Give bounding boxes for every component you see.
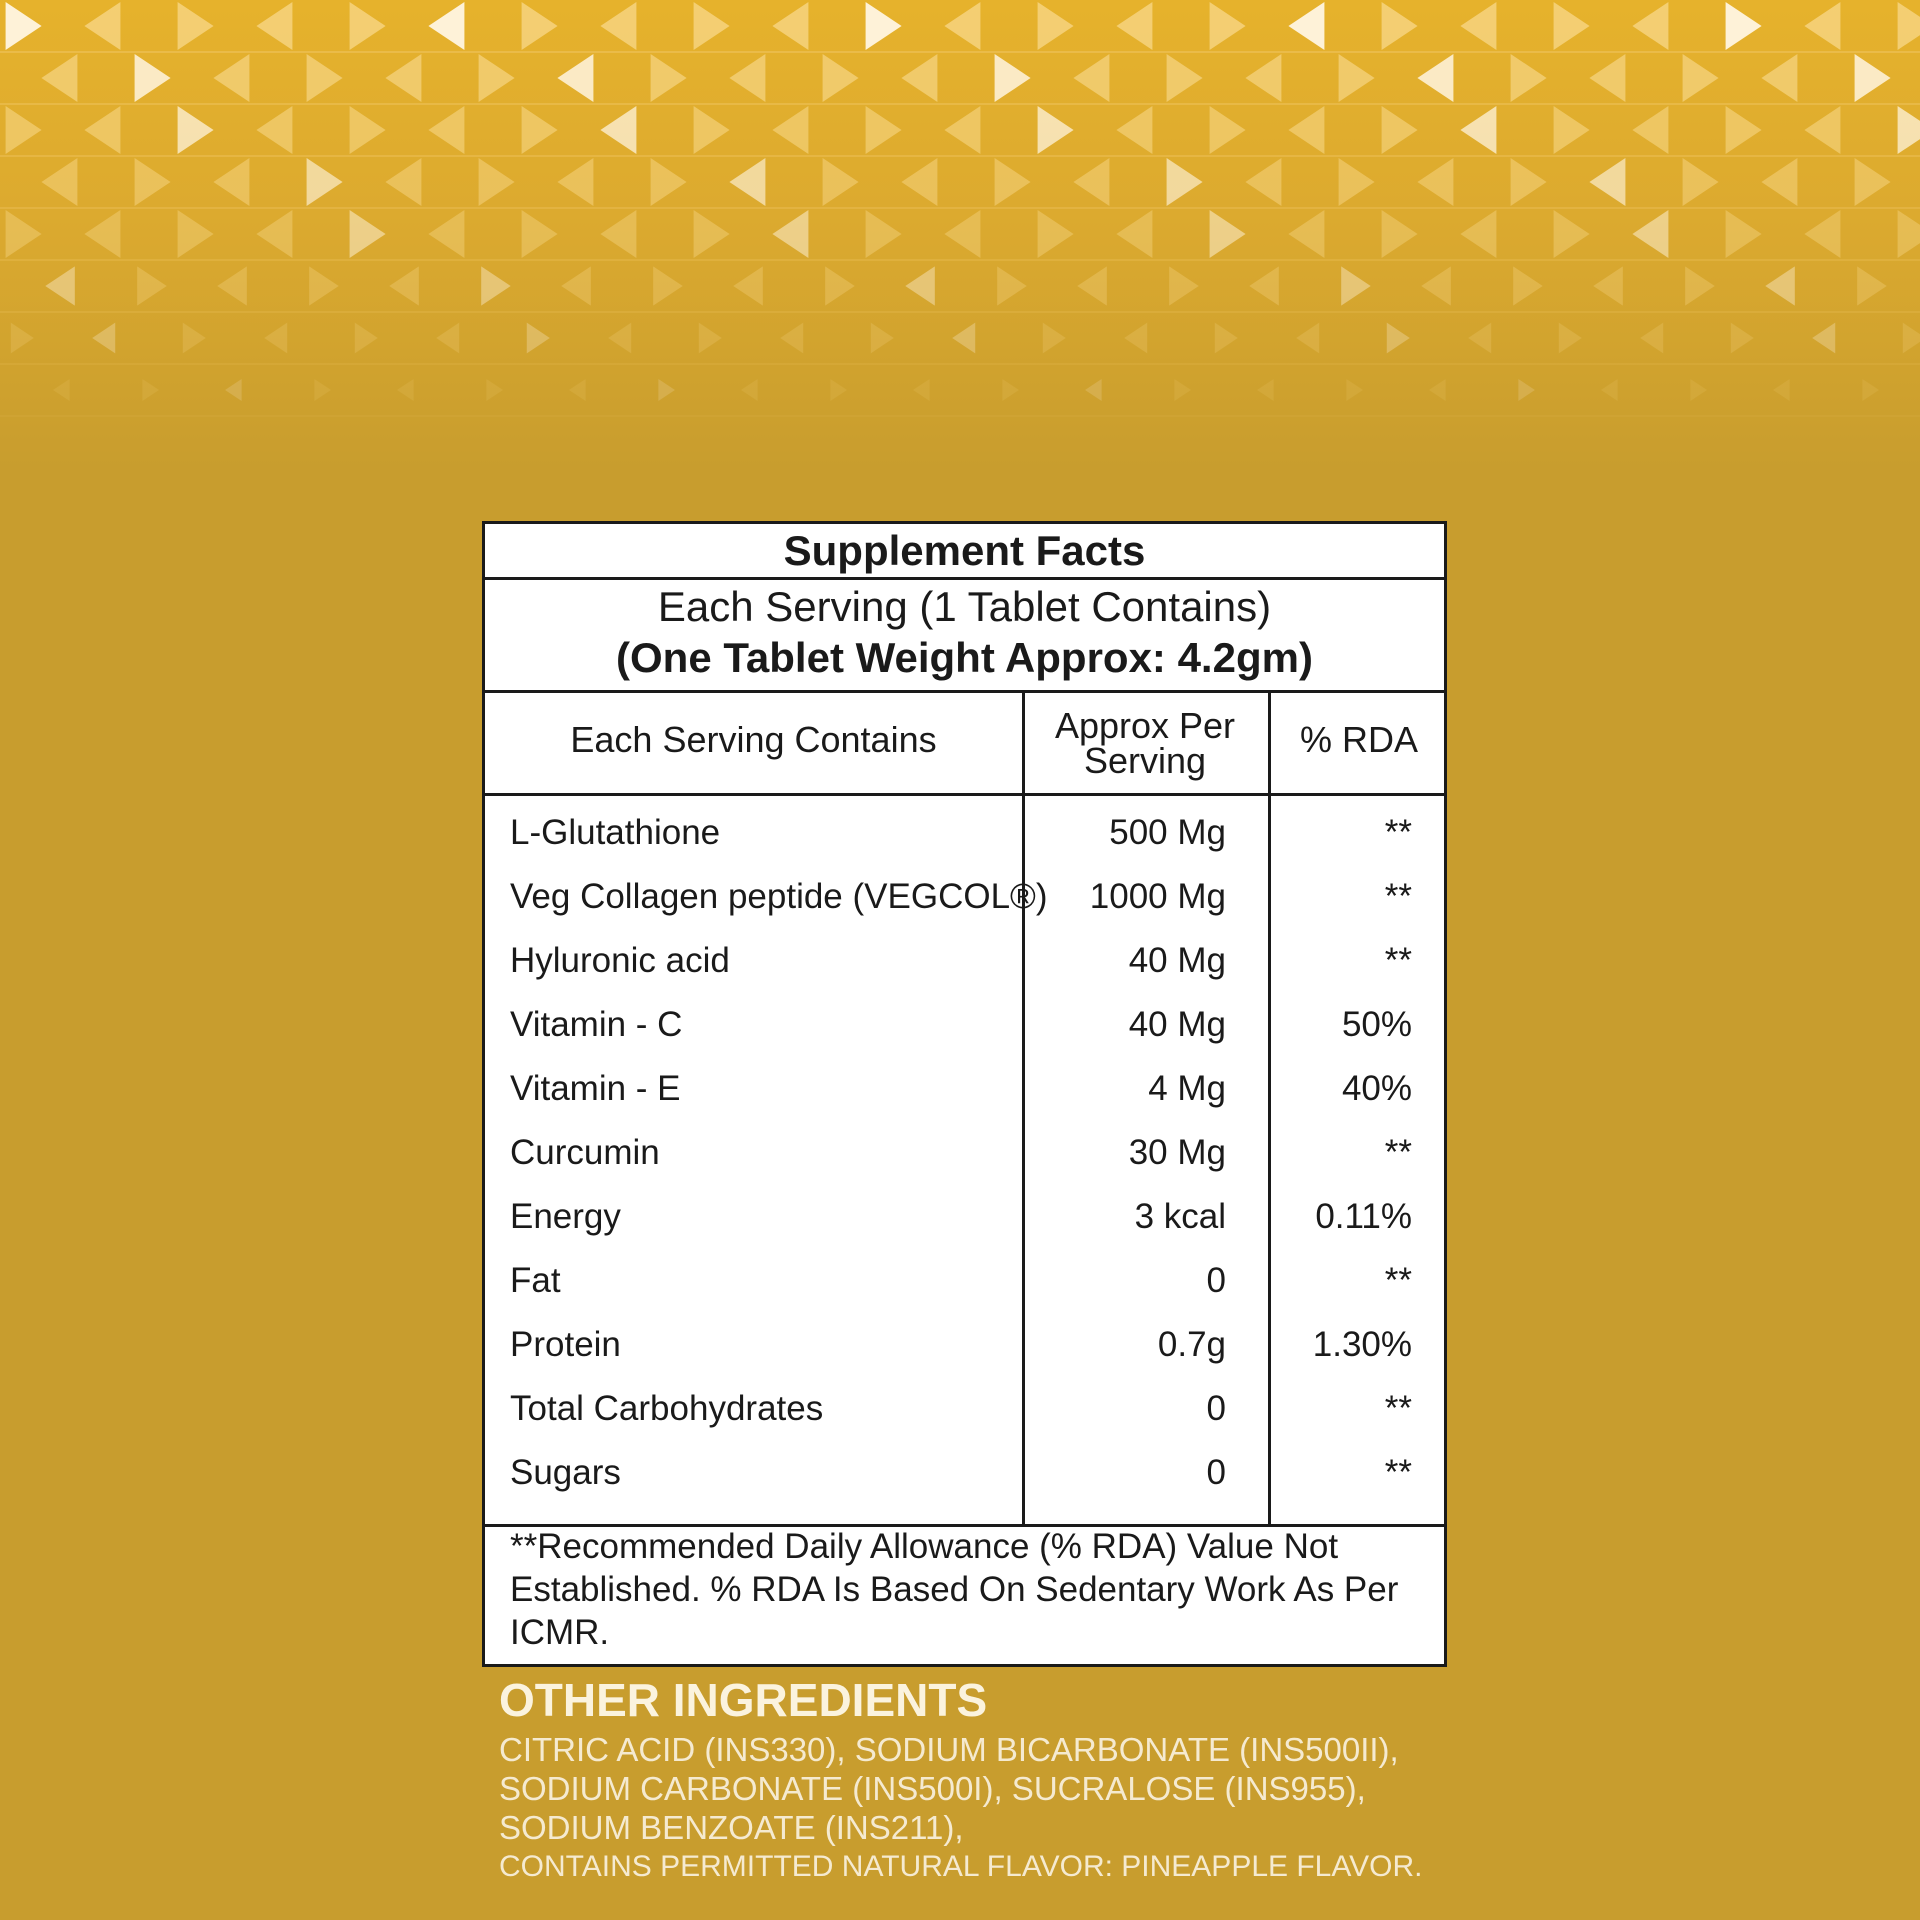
pattern-triangle: [1174, 379, 1191, 401]
pattern-triangle: [6, 2, 42, 50]
pattern-triangle: [1341, 266, 1371, 305]
pattern-triangle: [1812, 323, 1835, 354]
pattern-triangle: [1683, 158, 1719, 206]
ingredient-amount: 1000 Mg: [1089, 877, 1226, 916]
ingredient-rda: **: [1384, 813, 1412, 852]
pattern-triangle: [944, 210, 980, 258]
ingredient-rda: **: [1384, 1453, 1412, 1492]
pattern-triangle: [1245, 158, 1281, 206]
pattern-triangle: [600, 106, 636, 154]
ingredient-rda: 0.11%: [1315, 1197, 1412, 1236]
pattern-triangle: [729, 54, 765, 102]
pattern-triangle: [264, 323, 287, 354]
table-row: [485, 1121, 1444, 1185]
pattern-triangle: [1855, 54, 1891, 102]
pattern-triangle: [1731, 323, 1754, 354]
pattern-triangle: [137, 266, 167, 305]
pattern-triangle: [135, 54, 171, 102]
table-row: [485, 801, 1444, 865]
pattern-triangle: [1589, 158, 1625, 206]
pattern-triangle: [1288, 210, 1324, 258]
pattern-triangle: [84, 210, 120, 258]
pattern-triangle: [1382, 106, 1418, 154]
pattern-triangle: [1468, 323, 1491, 354]
table-row: [485, 993, 1444, 1057]
pattern-triangle: [1632, 210, 1668, 258]
ingredient-rda: 50%: [1341, 1005, 1412, 1044]
pattern-triangle: [913, 379, 930, 401]
pattern-triangle: [385, 158, 421, 206]
pattern-triangle: [561, 266, 591, 305]
ingredient-amount: 0: [1206, 1453, 1226, 1492]
pattern-triangle: [11, 323, 34, 354]
pattern-triangle: [1726, 210, 1762, 258]
pattern-triangle: [1038, 2, 1074, 50]
ingredient-name: Curcumin: [510, 1133, 660, 1172]
pattern-triangle: [1685, 266, 1715, 305]
pattern-triangle: [1726, 2, 1762, 50]
pattern-triangle: [1518, 379, 1535, 401]
pattern-triangle: [1417, 158, 1453, 206]
pattern-triangle: [1862, 379, 1879, 401]
pattern-triangle: [1387, 323, 1410, 354]
pattern-triangle: [600, 210, 636, 258]
pattern-triangle: [600, 2, 636, 50]
other-ingredients-title: OTHER INGREDIENTS: [499, 1674, 988, 1726]
pattern-triangle: [350, 210, 386, 258]
ingredient-name: Protein: [510, 1325, 621, 1364]
rda-footnote: **Recommended Daily Allowance (% RDA) Value Not Established. % RDA Is Based On Sedentary Work As Per ICMR.: [510, 1527, 1399, 1652]
header-amount-line2: Serving: [1083, 740, 1207, 781]
ingredient-amount: 40 Mg: [1128, 1005, 1226, 1044]
ingredient-name: Sugars: [510, 1453, 621, 1492]
pattern-triangle: [866, 210, 902, 258]
pattern-triangle: [522, 2, 558, 50]
pattern-triangle: [1761, 158, 1797, 206]
pattern-triangle: [1288, 106, 1324, 154]
pattern-triangle: [1417, 54, 1453, 102]
pattern-triangle: [84, 106, 120, 154]
pattern-triangle: [84, 2, 120, 50]
pattern-triangle: [479, 158, 515, 206]
table-row: [485, 1057, 1444, 1121]
pattern-triangle: [651, 54, 687, 102]
table-row: [485, 1185, 1444, 1249]
ingredient-amount: 3 kcal: [1134, 1197, 1226, 1236]
pattern-triangle: [1601, 379, 1618, 401]
pattern-triangle: [871, 323, 894, 354]
pattern-triangle: [41, 54, 77, 102]
pattern-triangle: [309, 266, 339, 305]
pattern-triangle: [1765, 266, 1795, 305]
table-row: [485, 1441, 1444, 1505]
pattern-triangle: [225, 379, 242, 401]
pattern-triangle: [397, 379, 414, 401]
ingredient-amount: 0: [1206, 1261, 1226, 1300]
pattern-triangle: [1857, 266, 1887, 305]
pattern-triangle: [1903, 323, 1920, 354]
triangle-pattern-graphic: [0, 0, 1920, 470]
table-row: [485, 929, 1444, 993]
supplement-facts-panel: [482, 521, 1447, 1667]
pattern-triangle: [256, 106, 292, 154]
pattern-triangle: [479, 54, 515, 102]
pattern-triangle: [1589, 54, 1625, 102]
pattern-triangle: [1043, 323, 1066, 354]
pattern-triangle: [307, 54, 343, 102]
ingredient-rda: 40%: [1341, 1069, 1412, 1108]
pattern-triangle: [694, 2, 730, 50]
pattern-triangle: [350, 106, 386, 154]
pattern-triangle: [428, 210, 464, 258]
pattern-triangle: [1116, 2, 1152, 50]
pattern-triangle: [1249, 266, 1279, 305]
pattern-triangle: [952, 323, 975, 354]
pattern-triangle: [741, 379, 758, 401]
pattern-triangle: [1554, 2, 1590, 50]
pattern-triangle: [1038, 106, 1074, 154]
pattern-triangle: [772, 2, 808, 50]
flavor-line: CONTAINS PERMITTED NATURAL FLAVOR: PINEAPPLE FLAVOR.: [499, 1850, 1423, 1883]
pattern-triangle: [729, 158, 765, 206]
pattern-triangle: [1804, 106, 1840, 154]
pattern-triangle: [1169, 266, 1199, 305]
pattern-triangle: [1804, 2, 1840, 50]
pattern-triangle: [823, 158, 859, 206]
pattern-triangle: [653, 266, 683, 305]
pattern-triangle: [213, 158, 249, 206]
decorative-triangle-pattern: [0, 0, 1920, 470]
pattern-triangle: [178, 2, 214, 50]
pattern-triangle: [1460, 106, 1496, 154]
pattern-triangle: [866, 2, 902, 50]
ingredient-name: Hyluronic acid: [510, 941, 730, 980]
pattern-triangle: [1215, 323, 1238, 354]
pattern-triangle: [1288, 2, 1324, 50]
pattern-triangle: [1460, 2, 1496, 50]
pattern-triangle: [213, 54, 249, 102]
pattern-triangle: [823, 54, 859, 102]
ingredient-amount: 40 Mg: [1128, 941, 1226, 980]
ingredient-amount: 4 Mg: [1148, 1069, 1226, 1108]
pattern-triangle: [1382, 2, 1418, 50]
pattern-triangle: [1339, 158, 1375, 206]
table-row: [485, 1377, 1444, 1441]
pattern-triangle: [41, 158, 77, 206]
header-amount-line1: Approx Per: [1054, 705, 1236, 746]
ingredient-rda: **: [1384, 877, 1412, 916]
pattern-triangle: [1898, 210, 1920, 258]
pattern-triangle: [1346, 379, 1363, 401]
ingredient-line: SODIUM CARBONATE (INS500I), SUCRALOSE (INS955),: [499, 1770, 1366, 1807]
pattern-triangle: [522, 210, 558, 258]
pattern-triangle: [135, 158, 171, 206]
pattern-triangle: [997, 266, 1027, 305]
pattern-triangle: [92, 323, 115, 354]
table-row: [485, 865, 1444, 929]
pattern-triangle: [1339, 54, 1375, 102]
ingredient-name: Fat: [510, 1261, 561, 1300]
pattern-triangle: [1124, 323, 1147, 354]
header-ingredient: Each Serving Contains: [570, 719, 937, 760]
table-row: [485, 1313, 1444, 1377]
pattern-triangle: [901, 54, 937, 102]
pattern-triangle: [183, 323, 206, 354]
pattern-triangle: [944, 106, 980, 154]
ingredient-amount: 0: [1206, 1389, 1226, 1428]
ingredient-name: L-Glutathione: [510, 813, 721, 852]
pattern-triangle: [1683, 54, 1719, 102]
pattern-triangle: [428, 2, 464, 50]
ingredient-line: SODIUM BENZOATE (INS211),: [499, 1809, 964, 1846]
pattern-triangle: [355, 323, 378, 354]
pattern-triangle: [178, 106, 214, 154]
pattern-triangle: [694, 106, 730, 154]
pattern-triangle: [1559, 323, 1582, 354]
pattern-triangle: [1640, 323, 1663, 354]
header-rda: % RDA: [1299, 719, 1419, 760]
pattern-triangle: [1898, 2, 1920, 50]
pattern-triangle: [1429, 379, 1446, 401]
pattern-triangle: [350, 2, 386, 50]
pattern-triangle: [1210, 106, 1246, 154]
serving-line: Each Serving (1 Tablet Contains): [657, 583, 1272, 630]
panel-title: Supplement Facts: [485, 524, 1444, 580]
pattern-triangle: [699, 323, 722, 354]
pattern-triangle: [1513, 266, 1543, 305]
pattern-triangle: [1210, 210, 1246, 258]
pattern-triangle: [1690, 379, 1707, 401]
pattern-triangle: [780, 323, 803, 354]
pattern-triangle: [569, 379, 586, 401]
pattern-triangle: [1460, 210, 1496, 258]
pattern-triangle: [995, 158, 1031, 206]
pattern-triangle: [1296, 323, 1319, 354]
pattern-triangle: [1382, 210, 1418, 258]
pattern-triangle: [1761, 54, 1797, 102]
pattern-triangle: [256, 210, 292, 258]
pattern-triangle: [1085, 379, 1102, 401]
pattern-triangle: [1116, 106, 1152, 154]
ingredient-amount: 0.7g: [1157, 1325, 1226, 1364]
pattern-triangle: [1632, 2, 1668, 50]
tablet-weight-line: (One Tablet Weight Approx: 4.2gm): [616, 634, 1313, 681]
ingredient-name: Vitamin - C: [510, 1005, 683, 1044]
pattern-triangle: [178, 210, 214, 258]
ingredient-name: Energy: [510, 1197, 621, 1236]
pattern-triangle: [1804, 210, 1840, 258]
pattern-triangle: [608, 323, 631, 354]
pattern-triangle: [658, 379, 675, 401]
ingredient-name: Total Carbohydrates: [510, 1389, 824, 1428]
pattern-triangle: [1421, 266, 1451, 305]
pattern-triangle: [1073, 54, 1109, 102]
pattern-triangle: [901, 158, 937, 206]
pattern-triangle: [256, 2, 292, 50]
pattern-triangle: [694, 210, 730, 258]
pattern-triangle: [314, 379, 331, 401]
ingredient-amount: 30 Mg: [1128, 1133, 1226, 1172]
header-bottom-rule: [485, 793, 1444, 796]
ingredient-rda: **: [1384, 1261, 1412, 1300]
ingredient-name: Vitamin - E: [510, 1069, 681, 1108]
pattern-triangle: [1167, 54, 1203, 102]
pattern-triangle: [385, 54, 421, 102]
pattern-triangle: [45, 266, 75, 305]
pattern-triangle: [6, 210, 42, 258]
pattern-triangle: [1077, 266, 1107, 305]
pattern-triangle: [557, 158, 593, 206]
pattern-triangle: [1554, 106, 1590, 154]
pattern-triangle: [772, 106, 808, 154]
other-ingredients-section: [499, 1670, 1499, 1886]
pattern-triangle: [1632, 106, 1668, 154]
pattern-triangle: [825, 266, 855, 305]
pattern-triangle: [1898, 106, 1920, 154]
pattern-triangle: [772, 210, 808, 258]
pattern-triangle: [1726, 106, 1762, 154]
pattern-triangle: [436, 323, 459, 354]
table-row: [485, 1249, 1444, 1313]
ingredient-rda: 1.30%: [1312, 1325, 1412, 1364]
pattern-triangle: [905, 266, 935, 305]
ingredient-rda: **: [1384, 941, 1412, 980]
ingredient-rda: **: [1384, 1133, 1412, 1172]
pattern-triangle: [217, 266, 247, 305]
pattern-triangle: [995, 54, 1031, 102]
pattern-triangle: [481, 266, 511, 305]
pattern-triangle: [53, 379, 70, 401]
pattern-triangle: [527, 323, 550, 354]
pattern-triangle: [389, 266, 419, 305]
pattern-triangle: [486, 379, 503, 401]
pattern-triangle: [830, 379, 847, 401]
header-top-rule: [485, 690, 1444, 693]
pattern-triangle: [733, 266, 763, 305]
pattern-triangle: [522, 106, 558, 154]
pattern-triangle: [428, 106, 464, 154]
ingredient-rda: **: [1384, 1389, 1412, 1428]
pattern-triangle: [651, 158, 687, 206]
pattern-triangle: [1593, 266, 1623, 305]
pattern-triangle: [1511, 158, 1547, 206]
pattern-triangle: [1167, 158, 1203, 206]
pattern-triangle: [1855, 158, 1891, 206]
pattern-triangle: [1210, 2, 1246, 50]
pattern-triangle: [1554, 210, 1590, 258]
pattern-triangle: [1073, 158, 1109, 206]
ingredient-amount: 500 Mg: [1109, 813, 1226, 852]
pattern-triangle: [1116, 210, 1152, 258]
ingredient-name: Veg Collagen peptide (VEGCOL®): [510, 877, 1048, 916]
pattern-triangle: [307, 158, 343, 206]
pattern-triangle: [866, 106, 902, 154]
ingredient-line: CITRIC ACID (INS330), SODIUM BICARBONATE (INS500II),: [499, 1731, 1399, 1768]
pattern-triangle: [1773, 379, 1790, 401]
pattern-triangle: [557, 54, 593, 102]
pattern-triangle: [1245, 54, 1281, 102]
pattern-triangle: [1511, 54, 1547, 102]
pattern-triangle: [142, 379, 159, 401]
pattern-triangle: [6, 106, 42, 154]
pattern-triangle: [944, 2, 980, 50]
pattern-triangle: [1257, 379, 1274, 401]
pattern-triangle: [1002, 379, 1019, 401]
pattern-triangle: [1038, 210, 1074, 258]
